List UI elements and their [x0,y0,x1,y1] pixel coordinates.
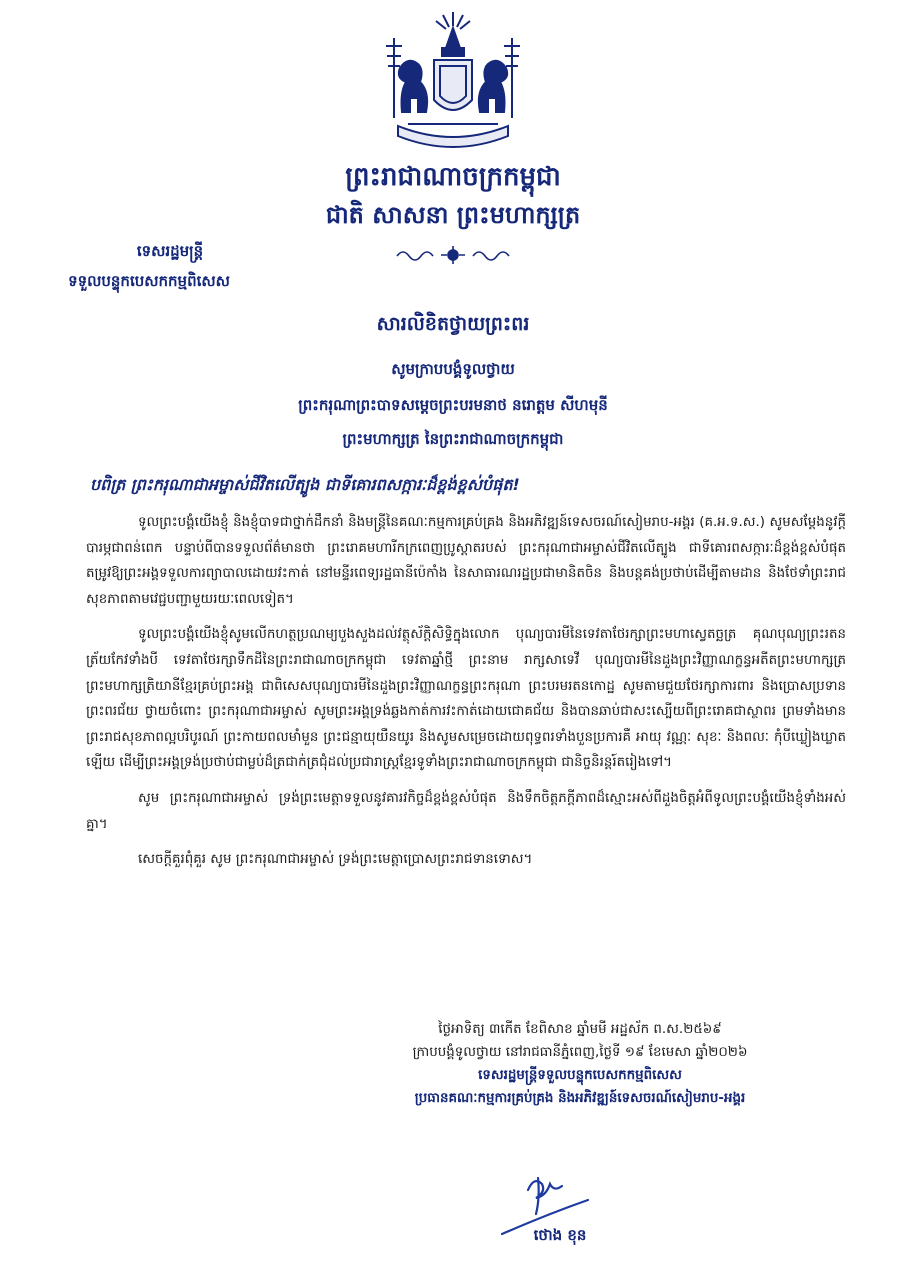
document-title: សារលិខិតថ្វាយព្រះពរ [376,313,530,335]
recipient-line3: ព្រះមហាក្សត្រ នៃព្រះរាជាណាចក្រកម្ពុជា [342,430,564,448]
body-paragraph-4: សេចក្តីគួរពុំគួរ សូម ព្រះករុណាជាអម្ចាស់ ទ្រង់ព្រះមេត្តាប្រោសព្រះរាជទានទោស។ [138,852,533,868]
lunar-date: ថ្ងៃអាទិត្យ ៣កើត ខែពិសាខ ឆ្នាំមមី អដ្ឋស័ក ព.ស.២៥៦៩ [438,1022,722,1037]
letter-body [86,510,846,883]
recipient-line2: ព្រះករុណាព្រះបាទសម្តេចព្រះបរមនាថ នរោត្តម សីហមុនី [298,396,608,414]
body-paragraph-3: សូម ព្រះករុណាជាអម្ចាស់ ទ្រង់ព្រះមេត្តាទទួលនូវគារវកិច្ចដ៏ខ្ពង់ខ្ពស់បំផុត និងទឹកចិត្តភក្តីភាពដ៏ស្មោះអស់ពីដួងចិត្តអំពីទូលព្រះបង្គំយើងខ្ញុំទាំងអស់គ្នា។ [86,790,846,832]
sender-title-line1: ទេសរដ្ឋមន្ត្រី [136,242,204,260]
ornamental-divider-icon [393,244,513,266]
closing-block [330,1018,830,1110]
signer-title-1: ទេសរដ្ឋមន្ត្រីទទួលបន្ទុកបេសកកម្មពិសេស [478,1068,682,1083]
salutation: បពិត្រ ព្រះករុណាជាអម្ចាស់ជីវិតលើត្បូង ជាទីគោរពសក្ការៈដ៏ខ្ពង់ខ្ពស់បំផុត! [90,475,520,494]
body-paragraph-1: ទូលព្រះបង្គំយើងខ្ញុំ និងខ្ញុំបាទជាថ្នាក់ដឹកនាំ និងមន្ត្រីនៃគណៈកម្មការគ្រប់គ្រង និងអភិវឌ្ឍន៍ទេសចរណ៍សៀមរាប-អង្គរ (គ.អ.ទ.ស.) សូមសម្តែងនូវក្តីបារម្ភជាពន់ពេក បន្ទាប់ពីបានទទួលព័ត៌មានថា ព្រះរោគមហារីកក្រពេញប្រូស្តាតរបស់ ព្រះករុណាជាអម្ចាស់ជីវិតលើត្បូង ជាទីគោរពសក្ការៈដ៏ខ្ពង់ខ្ពស់បំផុត តម្រូវឱ្យព្រះអង្គទទួលការព្យាបាលដោយវះកាត់ នៅមន្ទីរពេទ្យរដ្ឋធានីប៉េកាំង នៃសាធារណរដ្ឋប្រជាមានិតចិន និងបន្តគង់ប្រថាប់ដើម្បីតាមដាន និងថែទាំព្រះរាជសុខភាពតាមវេជ្ជបញ្ជាមួយរយៈពេលទៀត។ [86,515,846,607]
sender-title-line2: ទទួលបន្ទុកបេសកកម្មពិសេស [68,272,230,290]
national-motto: ជាតិ សាសនា ព្រះមហាក្សត្រ [325,201,581,229]
recipient-line1: សូមក្រាបបង្គំទូលថ្វាយ [391,360,515,378]
body-paragraph-2: ទូលព្រះបង្គំយើងខ្ញុំសូមលើកហត្ថប្រណម្យបួងសួងដល់វត្ថុស័ក្តិសិទ្ធិក្នុងលោក បុណ្យបារមីនៃទេវតាថែរក្សាព្រះមហាស្វេតច្ឆត្រ គុណបុណ្យព្រះរតនត្រ័យកែវទាំងបី ទេវតាថែរក្សាទឹកដីនៃព្រះរាជាណាចក្រកម្ពុជា ទេវតាឆ្នាំថ្មី ព្រះនាម រាក្សសាទេវី បុណ្យបារមីនៃដួងព្រះវិញ្ញាណក្ខន្ធអតីតព្រះមហាក្សត្រ ព្រះមហាក្សត្រិយានីខ្មែរគ្រប់ព្រះអង្គ ជាពិសេសបុណ្យបារមីនៃដួងព្រះវិញ្ញាណក្ខន្ធព្រះករុណា ព្រះបរមរតនកោដ្ឋ សូមតាមជួយថែរក្សាការពារ និងប្រោសប្រទានព្រះពរជ័យ ថ្វាយចំពោះ ព្រះករុណាជាអម្ចាស់ សូមព្រះអង្គទ្រង់ឆ្លងកាត់ការវះកាត់ដោយជោគជ័យ និងបានឆាប់ជាសះស្បើយពីព្រះរោគជាស្ថាពរ ព្រមទាំងមានព្រះរាជសុខភាពល្អបរិបូរណ៍ ព្រះកាយពលមាំមួន ព្រះជន្មាយុយឺនយូរ និងសូមសម្រេចដោយពុទ្ធពរទាំងបួនប្រការគឺ អាយុ វណ្ណៈ សុខៈ និងពលៈ កុំបីឃ្លៀងឃ្លាតឡើយ ដើម្បីព្រះអង្គទ្រង់ប្រថាប់ជាម្លប់ដ៏ត្រជាក់ត្រជុំដល់ប្រជារាស្ត្រខ្មែរទូទាំងព្រះរាជាណាចក្រកម្ពុជា ជានិច្ចនិរន្តរ៍តរៀងទៅ។ [86,627,846,771]
signer-name: ថោង ខុន [533,1226,587,1244]
date-and-place: ក្រាបបង្គំទូលថ្វាយ នៅរាជធានីភ្នំពេញ,ថ្ងៃទី ១៩ ខែមេសា ឆ្នាំ២០២៦ [412,1045,748,1060]
royal-coat-of-arms-icon [378,8,528,158]
signer-title-2: ប្រធានគណៈកម្មការគ្រប់គ្រង និងអភិវឌ្ឍន៍ទេសចរណ៍សៀមរាប-អង្គរ [414,1091,746,1106]
kingdom-heading: ព្រះរាជាណាចក្រកម្ពុជា [345,162,561,192]
